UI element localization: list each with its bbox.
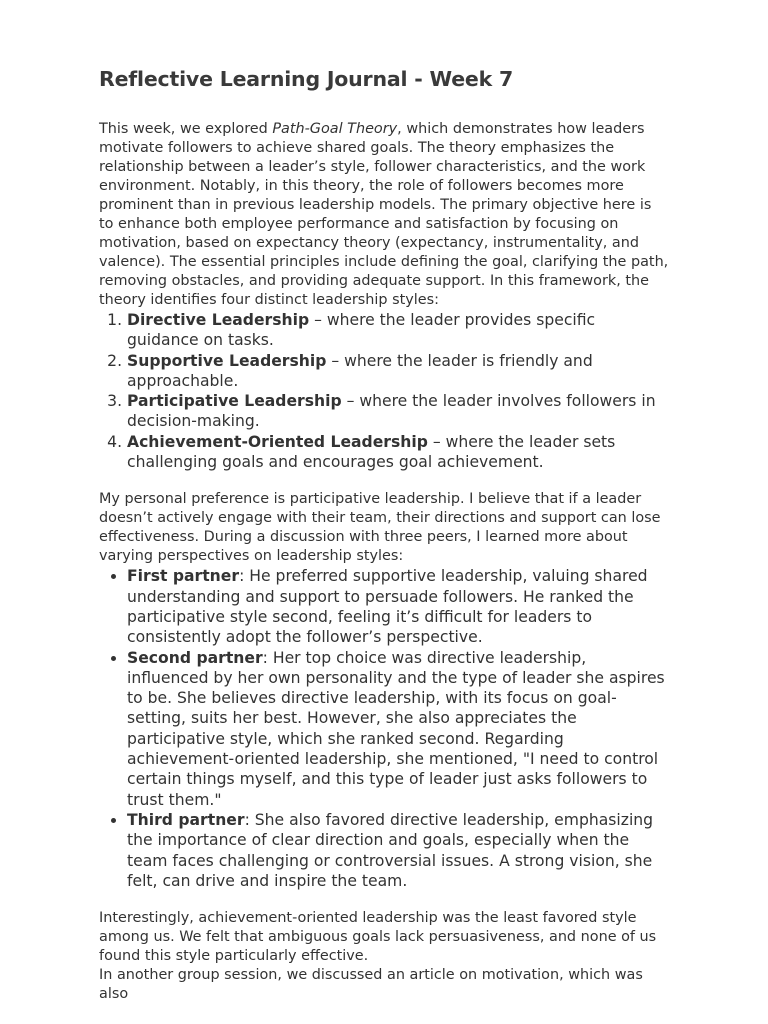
list-item <box>127 566 669 647</box>
style-name: Directive Leadership <box>127 311 310 329</box>
intro-text-start: This week, we explored <box>99 121 273 137</box>
style-description: – where the leader provides specific guidance on tasks. <box>127 311 596 350</box>
spacer <box>99 891 669 909</box>
theory-name: Path-Goal Theory <box>272 121 398 137</box>
intro-paragraph <box>99 120 669 310</box>
partner-description: : She also favored directive leadership, emphasizing the importance of clear direction and goals, especially when the team faces challenging or controversial issues. A strong vision, she felt, can drive and inspire the team. <box>127 810 654 890</box>
list-item <box>127 391 669 432</box>
spacer <box>99 472 669 490</box>
partners-list <box>99 566 669 891</box>
intro-text-rest: , which demonstrates how leaders motivate followers to achieve shared goals. The theory emphasizes the relationship between a leader’s style, follower characteristics, and the work environment. Notably, in this theory, the role of followers becomes more prominent than in previous leadership models. The primary objective here is to enhance both employee performance and satisfaction by focusing on motivation, based on expectancy theory (expectancy, instrumentality, and valence). The essential principles include defining the goal, clarifying the path, removing obstacles, and providing adequate support. In this framework, the theory identifies four distinct leadership styles: <box>99 121 669 308</box>
style-description: – where the leader sets challenging goals and encourages goal achievement. <box>127 432 616 472</box>
partner-label: Third partner <box>127 810 245 829</box>
style-description: – where the leader involves followers in decision-making. <box>127 392 656 431</box>
list-item <box>127 351 669 392</box>
page-title: Reflective Learning Journal - Week 7 <box>99 67 514 91</box>
partner-label: First partner <box>127 567 240 586</box>
style-description: – where the leader is friendly and approachable. <box>127 351 593 390</box>
partner-label: Second partner <box>127 648 263 667</box>
style-name: Supportive Leadership <box>127 351 327 370</box>
list-item <box>127 810 669 891</box>
conclusion-paragraph: Interestingly, achievement-oriented leadership was the least favored style among us. We felt that ambiguous goals lack persuasiveness, and none of us found this style particularly effective. <box>99 910 657 965</box>
style-name: Participative Leadership <box>127 392 342 411</box>
list-item <box>127 432 669 473</box>
next-session-paragraph: In another group session, we discussed an article on motivation, which was also <box>99 967 643 1003</box>
partner-description: : Her top choice was directive leadership, influenced by her own personality and the type of leader she aspires to be. She believes directive leadership, with its focus on goal-setting, suits her best. However, she also appreciates the participative style, which she ranked second. Regarding achievement-oriented leadership, she mentioned, "I need to control certain things myself, and this type of leader just asks followers to trust them." <box>127 648 665 809</box>
style-name: Achievement-Oriented Leadership <box>127 432 428 451</box>
partner-description: : He preferred supportive leadership, valuing shared understanding and support to persuade followers. He ranked the participative style second, feeling it’s difficult for leaders to consistently adopt the follower’s perspective. <box>127 567 648 647</box>
leadership-styles-list <box>99 310 669 472</box>
list-item <box>127 648 669 810</box>
preference-paragraph: My personal preference is participative leadership. I believe that if a leader doesn’t actively engage with their team, their directions and support can lose effectiveness. During a discussion with three peers, I learned more about varying perspectives on leadership styles: <box>99 491 661 565</box>
list-item <box>127 310 669 351</box>
